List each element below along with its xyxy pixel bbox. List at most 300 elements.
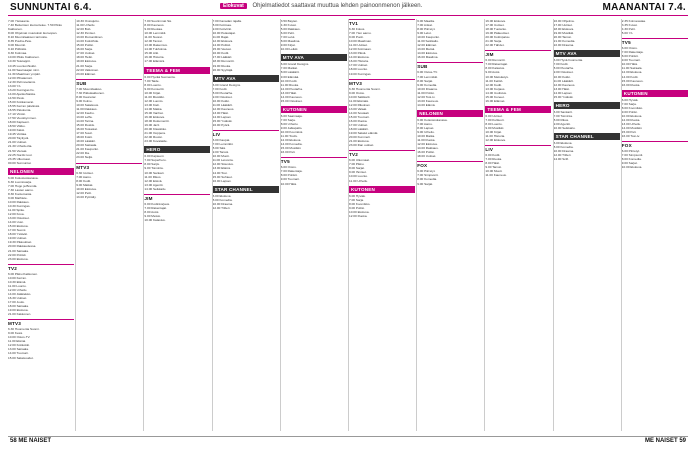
program-listing: 8.00 Komedia. — [212, 197, 233, 202]
program-listing: 10.00 Kodit. — [280, 78, 298, 83]
column-divider — [621, 19, 622, 431]
program-listing: 7.00 Simpsonit. — [621, 153, 644, 158]
program-listing: 13.00 Ostokset. — [8, 216, 30, 221]
program-listing: 8.00 Kotimaa. — [212, 23, 232, 28]
program-listing: 15.00 Musiikki. — [280, 146, 302, 151]
program-listing: 10.00 Draama. — [553, 149, 575, 154]
program-listing: 10.00 Pelastajat. — [212, 31, 236, 36]
program-listing: 11.00 Poliisi. — [417, 90, 435, 95]
program-listing: 17.00 Uutiset. — [76, 51, 96, 56]
program-listing: 10.00 Seikkailu. — [553, 125, 576, 130]
program-listing: 7.00 Yleisaamu. — [8, 19, 31, 23]
listing-column — [281, 19, 347, 431]
program-listing: 13.00 Elämä. — [212, 166, 231, 171]
program-listing: 6.30 Huomenta Suomi. — [8, 327, 40, 332]
program-listing: 20.00 Rakkaudessa. — [8, 244, 37, 249]
program-listing: 9.00 Tanssi. — [212, 150, 230, 155]
program-listing: 10.00 Hätä. — [280, 181, 297, 186]
program-listing: 9.00 Poliisi. — [621, 109, 638, 114]
program-listing: 7.30 Pikkukakkonen. — [76, 90, 105, 95]
program-listing: 9.10 Pöllöstä. — [8, 47, 27, 52]
program-listing: 10.00 Leikki. — [280, 47, 299, 52]
program-listing: 6.00 Sankarit. — [553, 109, 573, 114]
program-listing: 19.00 Ruoka. — [212, 63, 231, 68]
program-listing: 12.00 Kotimaan. — [349, 47, 372, 52]
program-listing: 18.00 Elokuva. — [553, 27, 575, 32]
program-listing: 11.00 Elämä. — [8, 339, 27, 344]
program-listing: 7.00 Kulttuuri. — [485, 117, 505, 122]
program-listing: 12.00 Pihatanssit. — [8, 75, 33, 80]
program-listing: 12.00 Sisustus. — [212, 162, 234, 167]
program-listing: 9.00 Ostokset. — [212, 94, 233, 99]
program-listing: 6.00 Kapteeni. — [144, 154, 165, 159]
channel-heading: SUB — [76, 79, 142, 86]
program-listing: 13.00 Korjaus. — [485, 86, 506, 91]
program-listing: 14.00 Uudistus. — [485, 90, 507, 95]
channel-heading: NELONEN — [417, 110, 483, 117]
program-listing: 3.50 Baylen. — [280, 19, 298, 23]
program-listing: 10.00 Maailman. — [349, 39, 372, 44]
program-listing: 14.00 Tosi. — [212, 170, 228, 175]
program-listing: 10.30 Kuningas. — [8, 204, 31, 209]
program-listing: 11.00 Uutiset. — [349, 43, 368, 48]
program-listing: 16.00 Historia. — [349, 59, 369, 64]
program-listing: 20.00 Kummeli. — [349, 135, 371, 140]
program-listing: 8.00 Koomikko. — [621, 105, 644, 110]
program-listing: 9.00 Sarjat. — [621, 161, 638, 166]
program-listing: 7.00 Sarja. — [280, 117, 296, 122]
program-listing: 6.00 Ostos-TV. — [417, 70, 438, 75]
program-listing: 19.00 Musiikki. — [553, 31, 575, 36]
program-listing: 6.30 Uutiset. — [76, 170, 94, 175]
program-listing: 12.00 Elokuva. — [485, 138, 506, 143]
program-listing: 7.30 Lasten aamu. — [8, 187, 34, 192]
program-listing: 11.00 Urheilu. — [349, 178, 369, 183]
program-listing: 6.30 Fokus. — [349, 27, 366, 31]
program-listing: 9.00 Tuomari. — [621, 58, 641, 63]
program-listing: 8.10 Muumilaakson tarinoita. — [8, 35, 48, 40]
program-listing: 6.00 Elokuva. — [212, 193, 232, 198]
program-listing: 12.30 Ihmiset. — [76, 31, 96, 36]
channel-heading: MTV3 — [76, 163, 142, 170]
program-listing: 17.10 Vinski. — [8, 112, 26, 117]
right-page-date: MAANANTAI 7.4. — [602, 2, 686, 13]
program-listing: 10.00 Matka. — [417, 134, 436, 139]
program-listing: 19.00 Uutiset. — [8, 236, 28, 241]
program-listing: 15.00 Tuomari. — [349, 114, 370, 119]
program-listing: 12.00 Elokuva. — [212, 39, 234, 44]
program-listing: 21.00 Sairaala. — [8, 248, 29, 253]
program-listing: 7.00 Suurimmat Sä. — [144, 19, 172, 23]
program-listing: 14.00 Matka. — [144, 106, 163, 111]
channel-heading: TV2 — [349, 150, 415, 157]
program-listing: 16.30 Uutiset. — [8, 295, 28, 300]
program-listing: 8.00 Kauneus. — [144, 23, 165, 28]
program-listing: 22.00 Ruotsi. — [144, 135, 163, 140]
program-listing: 10.00 Kokki. — [212, 98, 230, 103]
program-listing: 9.00 Musiikki. — [485, 125, 505, 130]
program-listing: 12.00 Trilleri. — [212, 205, 231, 210]
program-listing: 17.00 Uutiset. — [349, 63, 369, 68]
right-magazine-name: ME NAISET — [644, 438, 678, 444]
program-listing: 8.30 Kuolemasta. — [8, 191, 33, 196]
program-listing: 00.00 Sunnuntai. — [8, 160, 32, 165]
program-listing: 16.00 Maailma. — [417, 55, 439, 60]
program-listing: 16.00 Ruoka. — [621, 82, 641, 87]
program-listing: 18.00 Ystävät. — [8, 232, 28, 237]
listing-column — [213, 19, 279, 431]
program-listing: 13.00 Metsä. — [417, 47, 436, 52]
program-listing: 21.00 Kakkonen. — [8, 312, 32, 317]
channel-heading: MTV3 — [349, 79, 415, 86]
program-listing: 16.00 Lapset. — [212, 178, 232, 183]
program-listing: 18.00 Tuotanto. — [485, 27, 507, 32]
program-listing: 16.00 Poliisi. — [417, 150, 435, 155]
listing-column — [8, 19, 74, 431]
program-listing: 21.30 Urheilu-ilta. — [8, 144, 33, 149]
program-listing: 6.00 Saarnaaja. — [280, 113, 303, 118]
program-listing: 12.00 Eläimet. — [417, 43, 437, 48]
program-listing: 9.00 Elämää. — [280, 74, 300, 79]
program-listing: 12.00 Bob. — [76, 27, 92, 32]
program-listing: 14.00 Tarina. — [76, 119, 95, 124]
program-listing: 13.00 Rakennus. — [144, 43, 168, 48]
program-listing: 11.00 Historia. — [485, 134, 506, 139]
program-listing: 7.00 Ruoka. — [485, 157, 503, 162]
channel-heading: NELONEN — [8, 168, 74, 175]
program-listing: 7.00 Rakentaja. — [621, 50, 644, 55]
program-listing: 7.00 Lemmikki. — [212, 142, 234, 147]
header-tagline: Ohjelmatiedot saattavat muuttua lehden painoonmenon jälkeen. — [252, 3, 423, 9]
program-listing: 9.00 Agentti. — [553, 121, 571, 126]
channel-heading: KUTONEN — [349, 186, 415, 193]
program-listing: 6.30 Huomenta Suomi. — [349, 86, 381, 91]
program-listing: 20.00 Sairaala. — [76, 143, 97, 148]
program-listing: 8.00 Sarjat. — [417, 78, 434, 83]
program-listing: 9.00 Kesä. — [8, 331, 23, 336]
program-listing: 15.00 Vanhat. — [144, 110, 164, 115]
program-listing: 8.00 Sarjat. — [349, 166, 365, 171]
program-listing: 5.00 Rakkaus. — [280, 27, 301, 32]
program-listing: 18.00 Dokumentti. — [144, 119, 170, 124]
program-listing: 10.45 Luontonhiukki. — [8, 63, 37, 68]
program-listing: 20.00 Täyttyvä. — [8, 136, 30, 141]
program-listing: 14.00 Musiikki. — [621, 125, 643, 130]
program-listing: 14.50 Pesä. — [8, 95, 25, 100]
program-listing: 13.00 Urheilu. — [621, 121, 642, 126]
channel-heading: LIV — [213, 130, 279, 137]
program-listing: 18.00 Lääkäri. — [349, 127, 369, 132]
program-listing: 8.00 Kodit. — [76, 178, 91, 183]
channel-heading: MTV3 — [8, 319, 74, 326]
program-listing: 8.00 Sää. — [212, 146, 226, 151]
program-listing: 11.00 Rikos. — [144, 174, 162, 179]
program-listing: 16.00 Pyörä. — [212, 123, 231, 128]
program-listing: 7.00 Rakentajat. — [485, 62, 508, 67]
program-listing: 8.00 Koomikko. — [349, 201, 371, 206]
program-listing: 14.00 Jääkiekko. — [8, 291, 32, 296]
program-listing: 12.00 Kauneus. — [553, 82, 576, 87]
program-listing: 10.00 Salkkarit. — [349, 94, 371, 99]
program-listing: 8.00 Maailma. — [280, 39, 301, 44]
program-listing: 6.00 Ostos. — [280, 165, 297, 170]
program-listing: 18.00 Kapteeni. — [8, 120, 30, 125]
program-listing: 16.00 Tosiasiat. — [76, 127, 98, 132]
program-listing: 9.00 Ihmiset. — [349, 170, 367, 175]
column-divider — [416, 19, 417, 431]
program-listing: 15.55 Kerran päivässä. — [8, 103, 40, 108]
program-listing: 10.00 Ostos-TV. — [8, 335, 31, 340]
program-listing: 22.00 Poliisit. — [8, 252, 27, 257]
program-listing: 14.00 Lapset. — [212, 114, 232, 119]
program-listing: 13.00 Leffa. — [76, 114, 93, 119]
program-listing: 15.00 Suhteet. — [212, 174, 233, 179]
program-listing: 16.00 Peli. — [280, 150, 296, 155]
program-listing: 16.00 Ruoka. — [349, 118, 368, 123]
program-listing: 6.30 Luontosarja. — [8, 179, 32, 184]
program-listing: 3.35 Kuvat. — [621, 23, 638, 28]
program-listing: 7.00 Kodit. — [212, 86, 228, 91]
program-listing: 10.00 Kirjat. — [485, 130, 502, 135]
program-listing: 8.00 Komedia. — [553, 145, 574, 150]
program-listing: 8.00 Kaunotar. — [76, 94, 97, 99]
program-listing: 16.00 Tosi-tv. — [621, 134, 640, 139]
program-listing: 8.00 Komedia. — [417, 177, 438, 182]
program-listing: 12.30 Pehmoelamä. — [8, 79, 36, 84]
channel-heading: TV1 — [349, 19, 415, 26]
program-listing: 11.00 Nuoret. — [144, 35, 163, 40]
program-listing: 6.00 Pelit. — [280, 31, 295, 36]
program-listing: 11.00 Leivonta. — [212, 158, 234, 163]
program-listing: 21.00 Kaupunki. — [76, 147, 99, 152]
program-listing: 19.00 Elokuva. — [8, 308, 29, 313]
channel-heading: KUTONEN — [622, 90, 688, 97]
program-listing: 5.00 Yö. — [621, 31, 634, 36]
program-listing: 10.00 Muoti. — [212, 154, 230, 159]
channel-heading: FOX — [417, 161, 483, 168]
program-listing: 11.00 Keittiö. — [485, 78, 504, 83]
left-magazine-name: ME NAISET — [18, 438, 52, 444]
program-listing: 13.00 Häät. — [280, 90, 297, 95]
program-listing: 8.00 Puutarha. — [212, 90, 233, 95]
program-listing: 10.00 Elokuva. — [621, 113, 643, 118]
program-listing: 10.00 Luonto. — [349, 174, 368, 179]
program-listing: 10.00 Muoti. — [485, 169, 503, 174]
program-listing: 10.00 Draama. — [212, 201, 234, 206]
listing-column — [622, 19, 688, 431]
channel-heading: JIM — [485, 50, 551, 57]
program-listing: 12.00 Elokuva. — [417, 142, 438, 147]
program-listing: 12.00 Pelit. — [76, 190, 92, 195]
program-listing: 7.00 Lelut. — [280, 35, 296, 40]
program-listing: 19.00 Elokuva. — [76, 59, 97, 64]
program-listing: 13.00 Sairaala. — [8, 347, 29, 352]
program-listing: 11.00 Ruoka. — [280, 82, 299, 87]
program-listing: 6.00 Remontti. — [485, 58, 506, 63]
program-listing: 7.00 Superhero. — [144, 158, 167, 163]
right-page-footer — [645, 438, 686, 444]
program-listing: 7.00 Sarja. — [349, 197, 364, 202]
program-listing: 17.50 Vuosikymmen. — [8, 116, 37, 121]
program-listing: 7.00 Toiminta. — [553, 113, 573, 118]
program-listing: 8.00 Rikos. — [553, 117, 570, 122]
channel-heading: TV2 — [8, 264, 74, 271]
program-listing: 8.00 Poliisit. — [621, 54, 639, 59]
program-listing: 10.00 Rakkaus. — [8, 199, 30, 204]
footer-rule — [8, 436, 688, 437]
program-listing: 14.00 Poliisit. — [212, 43, 231, 48]
program-listing: 11.00 Elämää. — [349, 98, 369, 103]
program-listing: 8.00 Kalastus. — [485, 66, 505, 71]
program-listing: 10.00 Salaisuus. — [76, 102, 100, 107]
program-listing: 8.00 Lapset. — [417, 125, 435, 130]
program-listing: 9.00 Poliisi. — [349, 205, 365, 210]
program-listing: 14.00 Elokuva. — [417, 51, 438, 56]
channel-heading: FOX — [622, 141, 688, 148]
program-listing: 8.00 Autot. — [144, 209, 160, 214]
program-listing: 6.00 Hyvä huomenta. — [553, 58, 584, 63]
program-listing: 22.25 Nordic tour. — [8, 152, 33, 157]
program-listing: 19.00 Kaksi. — [8, 128, 26, 133]
program-listing: 19.30 Pääuutiset. — [8, 240, 33, 245]
program-listing: 11.30 Maailman ympäri. — [8, 71, 41, 76]
program-listing: 11.00 Spike. — [8, 208, 25, 213]
program-listing: 15.00 Arki. — [144, 51, 160, 56]
program-listing: 21.50 Vieraat. — [8, 148, 28, 153]
program-listing: 12.00 Tanssi. — [144, 39, 163, 44]
program-listing: 9.30 Kotimaa. — [8, 51, 28, 56]
program-listing: 7.00 Matkat. — [280, 66, 298, 71]
program-listing: 10.00 Lemmikit. — [144, 31, 167, 36]
program-listing: 11.00 Ruoka. — [417, 138, 436, 143]
program-listing: 18.00 Sairaala. — [8, 304, 29, 309]
program-listing: 7.40 Bettersten kiemurtelee. 7.50 Pikku Kakkonen. — [8, 23, 62, 32]
program-listing: 8.00 Luento. — [485, 121, 503, 126]
program-listing: 11.00 Musiikki. — [144, 94, 165, 99]
program-listing: 8.35 Puuha-Pete. — [8, 39, 33, 44]
program-listing: 7.00 Rakentajat. — [144, 205, 167, 210]
program-listing: 14.00 Kodit. — [621, 74, 639, 79]
right-page-number: 59 — [679, 438, 686, 444]
program-listing: 22.00 Valkoinen. — [76, 67, 100, 72]
program-listing: 19.00 Kuningas. — [349, 71, 372, 76]
program-listing: 8.00 Luento. — [144, 82, 162, 87]
program-listing: 7.00 Hugo ja Brenda. — [8, 183, 38, 188]
program-listing: 14.00 Elämä. — [417, 102, 436, 107]
program-listing: 14.00 Scifi. — [553, 157, 569, 162]
program-listing: 10.30 Ostosjuttu. — [76, 19, 100, 23]
program-listing: 13.00 Romanttinen. — [76, 35, 104, 40]
program-listing: 16.00 Kodit. — [212, 51, 230, 56]
channel-heading: STAR CHANNEL — [554, 133, 620, 140]
program-listing: 15.00 Roskis. — [76, 123, 95, 128]
program-listing: 8.00 Lääkärit. — [280, 70, 300, 75]
program-listing: 11.00 Rakkaus. — [76, 106, 98, 111]
program-listing: 6.00 Uutiset. — [485, 113, 503, 118]
program-listing: 14.00 Seikkailu. — [144, 186, 167, 191]
program-listing: 19.00 Lääkäri. — [76, 139, 96, 144]
program-listing: 8.00 Komedia. — [621, 157, 642, 162]
program-listing: 23.00 Elokuva. — [8, 256, 29, 261]
section-logo: Elokuvat — [220, 3, 247, 9]
program-listing: 10.00 Elokuva. — [349, 209, 370, 214]
program-listing: 7.00 Kanadan rajalla. — [212, 19, 242, 23]
program-listing: 12.00 Urheilu. — [8, 287, 28, 292]
program-listing: 2.35 Kolmesataa. — [621, 19, 646, 23]
program-listing: 13.00 Häät. — [553, 86, 570, 91]
program-listing: 23.00 Eläimet. — [76, 71, 96, 76]
program-listing: 21.00 Ooppera. — [144, 131, 166, 136]
program-listing: 10.00 Kalastus. — [144, 217, 166, 222]
program-listing: 6.00 Kotiostoskanava. — [417, 117, 448, 122]
program-listing: 12.00 Kodit. — [485, 82, 502, 87]
program-listing: 13.00 Kieli. — [144, 102, 160, 107]
program-listing: 15.00 Koneet. — [485, 94, 505, 99]
program-listing: 12.00 Kotikokki. — [8, 343, 30, 348]
program-listing: 7.00 Rakentaja. — [280, 169, 303, 174]
program-listing: 17.00 Suomi. — [8, 228, 27, 233]
header-rule — [8, 15, 688, 16]
program-listing: 6.00 Ulkomaat. — [349, 158, 370, 163]
program-listing: 10.30 Teletappit. — [8, 59, 31, 64]
program-listing: 9.00 Urheilu. — [417, 130, 435, 135]
program-listing: 6.00 Hyvää. — [621, 97, 639, 102]
program-listing: 14.00 Kotiviihde. — [76, 39, 100, 44]
program-listing: 9.00 Muumit. — [8, 43, 26, 48]
listing-column — [76, 19, 142, 431]
program-listing: 12.00 Elokuva. — [280, 138, 302, 143]
program-listing: 15.00 Kauneus. — [621, 78, 644, 83]
channel-heading: SUB — [417, 62, 483, 69]
program-listing: 13.00 Kauneus. — [417, 98, 439, 103]
program-listing: 11.00 Saarnaajan nimi. — [8, 67, 40, 72]
program-listing: 9.00 Metsä. — [144, 213, 161, 218]
program-listing: 16.00 Elokuva. — [144, 114, 165, 119]
program-listing: 12.00 Etsivä. — [144, 178, 163, 183]
program-listing: 8.00 Urheilu. — [280, 121, 299, 126]
program-listing: 8.00 Häät. — [485, 161, 500, 166]
program-listing: 12.00 Ruoka. — [349, 213, 368, 218]
program-listing: 6.00 Hyvää huomenta. — [144, 74, 176, 79]
program-listing: 13.00 Päivä. — [349, 51, 367, 56]
program-listing: 16.00 Ohjelma. — [553, 19, 575, 23]
channel-heading: MTV AVA — [213, 75, 279, 82]
program-listing: 10.30 Elämä. — [8, 279, 27, 284]
program-listing: 22.00 Draama. — [553, 43, 575, 48]
program-listing: 9.00 Jalkapallo. — [280, 125, 303, 130]
tv-listing-columns — [8, 19, 688, 431]
program-listing: 9.00 Toiminta. — [144, 166, 164, 171]
program-listing: 8.00 Puutarha. — [553, 66, 574, 71]
program-listing: 20.00 Klassikko. — [144, 127, 167, 132]
program-listing: 14.00 Uusi. — [8, 220, 24, 225]
left-page-date: SUNNUNTAI 6.4. — [10, 2, 92, 13]
program-listing: 9.00 Ruokaa. — [144, 27, 163, 32]
program-listing: 15.00 Ystävät. — [553, 94, 574, 99]
program-listing: 6.00 Ostos. — [621, 46, 638, 51]
channel-heading: TEEMA & FEM — [485, 106, 551, 113]
program-listing: 6.00 Kodinkorjaus. — [144, 201, 171, 206]
program-listing: 15.00 Ystävät. — [212, 119, 233, 124]
program-listing: 21.00 Elokuva. — [349, 139, 370, 144]
program-listing: 20.00 Tanssi. — [553, 35, 572, 40]
listing-column — [349, 19, 415, 431]
program-listing: 23.00 Illan uutiset. — [349, 143, 375, 148]
program-listing: 20.00 Syyttäjä. — [212, 67, 234, 72]
program-listing: 9.00 Tanssi. — [485, 165, 502, 170]
program-listing: 11.00 Kauneus. — [485, 173, 507, 178]
program-listing: 9.00 Kirjat. — [280, 43, 296, 48]
